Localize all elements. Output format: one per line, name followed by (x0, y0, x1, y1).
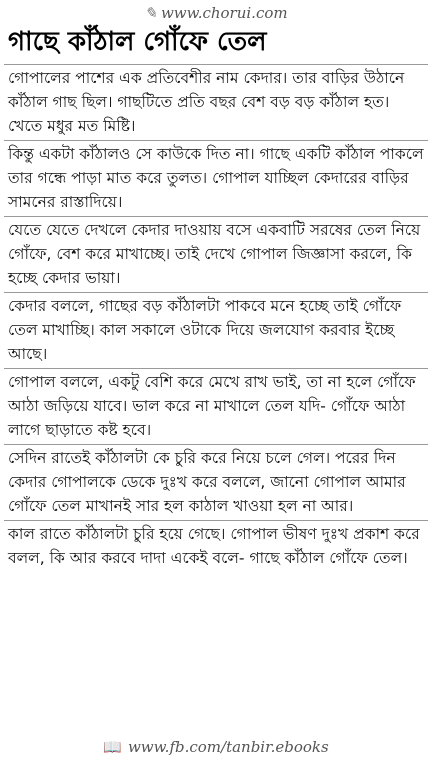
paragraph-3: যেতে যেতে দেখলে কেদার দাওয়ায় বসে একবাটি সরষের তেল নিয়ে গোঁফে, বেশ করে মাখাচ্ছে। তাই দেখে গোপাল জিজ্ঞাসা করলে, কি হচ্ছে কেদার ভায়া। (4, 216, 428, 292)
site-header (0, 4, 432, 22)
pen-icon: ✎ (144, 4, 157, 22)
story-title: গাছে কাঁঠাল গোঁফে তেল (8, 27, 267, 57)
paragraph-1: গোপালের পাশের এক প্রতিবেশীর নাম কেদার। তার বাড়ির উঠানে কাঁঠাল গাছ ছিল। গাছটিতে প্রতি বছর বেশ বড় বড় কাঁঠাল হত। খেতে মধুর মত মিষ্টি। (4, 64, 428, 140)
paragraph-2: কিন্তু একটা কাঁঠালও সে কাউকে দিত না। গাছে একটি কাঁঠাল পাকলে তার গন্ধে পাড়া মাত করে তুলত। গোপাল যাচ্ছিল কেদারের বাড়ির সামনের রাস্তাদিয়ে। (4, 140, 428, 216)
paragraph-5: গোপাল বললে, একটু বেশি করে মেখে রাখ ভাই, তা না হলে গোঁফে আঠা জড়িয়ে যাবে। ভাল করে না মাখালে তেল যদি- গোঁফে আঠা লাগে ছাড়াতে কষ্ট হবে। (4, 368, 428, 444)
site-url: www.chorui.com (160, 4, 288, 22)
paragraph-6: সেদিন রাতেই কাঁঠালটা কে চুরি করে নিয়ে চলে গেল। পরের দিন কেদার গোপালকে ডেকে দুঃখ করে বললে, জানো গোপাল আমার গোঁফে তেল মাখানই সার হল কাঠাল খাওয়া হল না আর। (4, 444, 428, 520)
paragraph-7: কাল রাতে কাঁঠালটা চুরি হয়ে গেছে। গোপাল ভীষণ দুঃখ প্রকাশ করে বলল, কি আর করবে দাদা একেই বলে- গাছে কাঁঠাল গোঁফে তেল। (4, 520, 428, 572)
paragraph-4: কেদার বললে, গাছের বড় কাঁঠালটা পাকবে মনে হচ্ছে তাই গোঁফে তেল মাখাচ্ছি। কাল সকালে ওটাকে দিয়ে জলযোগ করবার ইচ্ছে আছে। (4, 292, 428, 368)
story-body (4, 64, 428, 572)
site-footer (0, 738, 432, 756)
footer-url[interactable]: www.fb.com/tanbir.ebooks (127, 738, 329, 756)
book-icon: 📖 (103, 738, 122, 756)
